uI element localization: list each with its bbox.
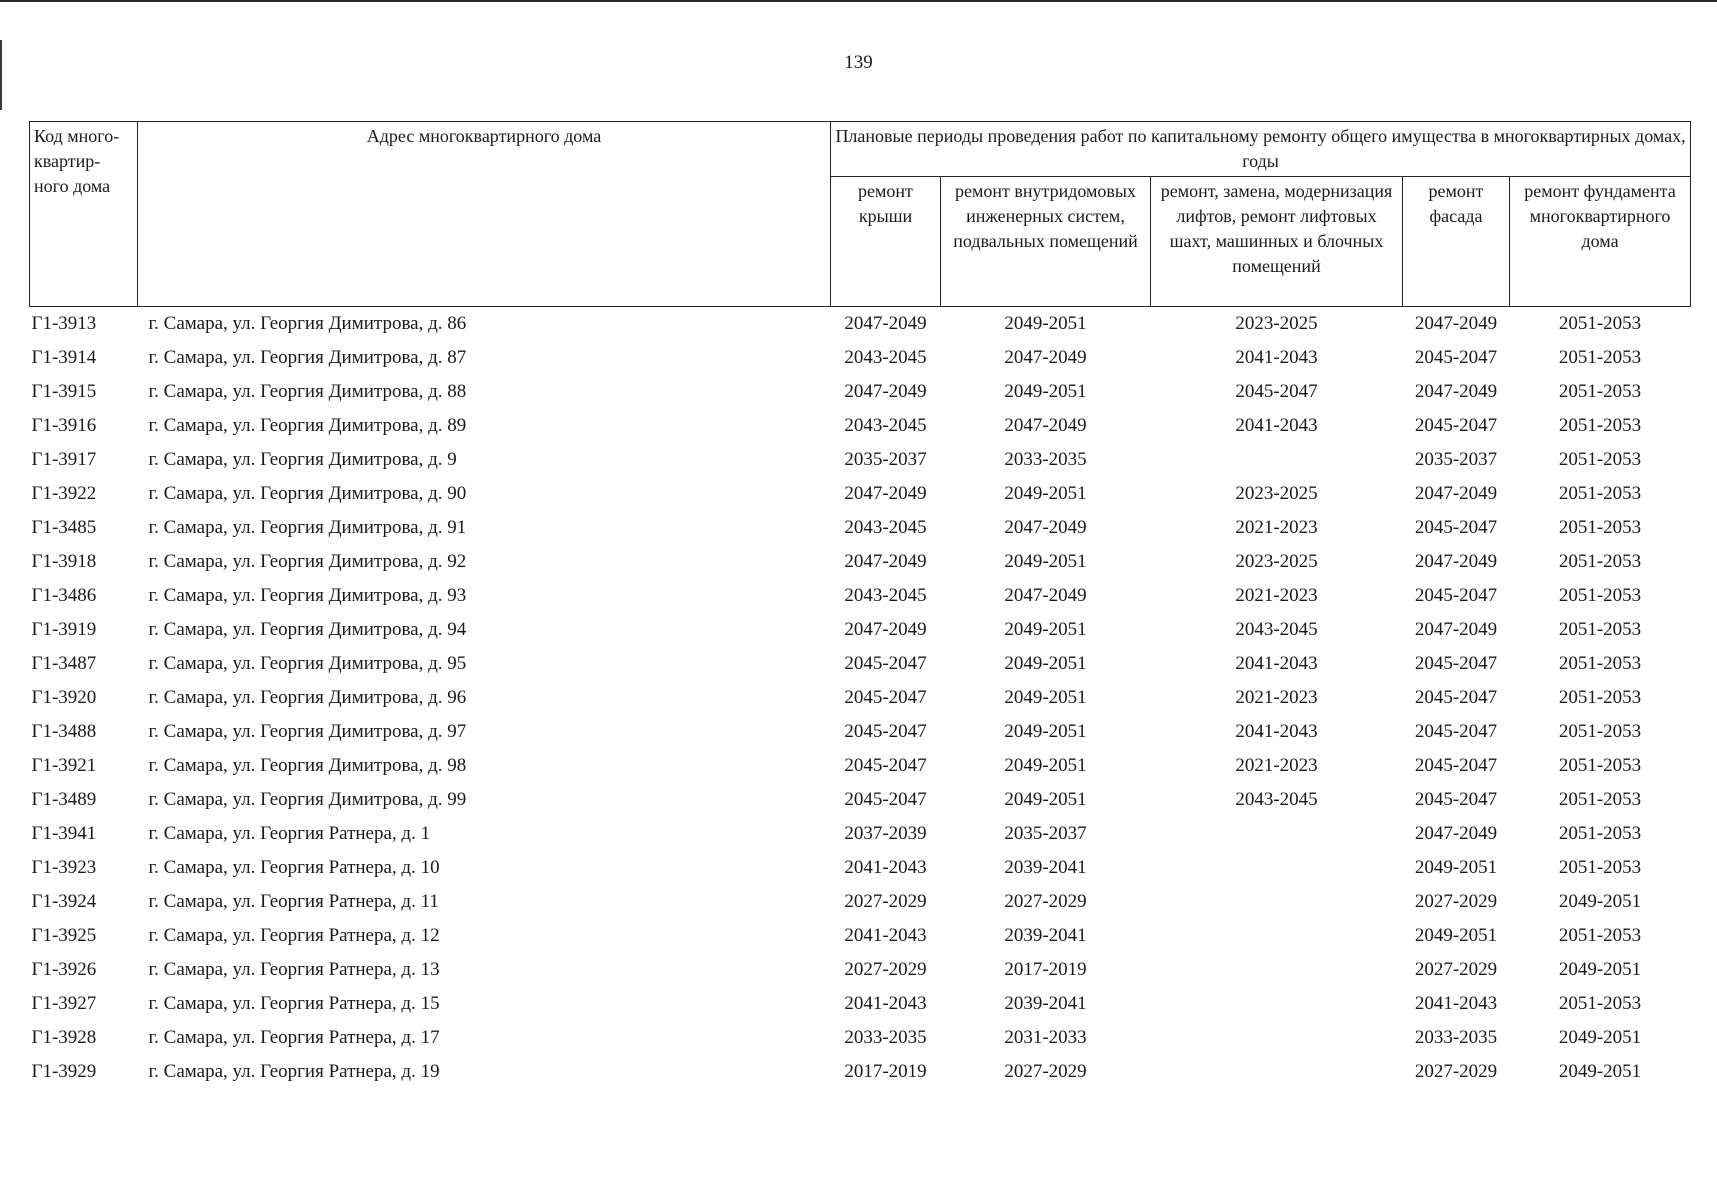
header-systems: ремонт внутридомовых инженерных систем, подвальных помещений	[941, 177, 1151, 307]
cell-facade: 2045-2047	[1414, 721, 1498, 742]
cell-address: г. Самара, ул. Георгия Ратнера, д. 11	[148, 891, 439, 912]
cell-roof: 2045-2047	[844, 653, 927, 674]
cell-facade: 2047-2049	[1414, 483, 1498, 504]
cell-roof: 2043-2045	[844, 347, 927, 368]
cell-lifts: 2023-2025	[1235, 551, 1318, 572]
cell-roof: 2027-2029	[844, 959, 927, 980]
cell-foundation: 2051-2053	[1558, 789, 1642, 810]
cell-facade: 2045-2047	[1414, 347, 1498, 368]
cell-roof: 2043-2045	[844, 517, 927, 538]
table-row	[30, 511, 1691, 545]
table-row	[30, 307, 1691, 342]
cell-code: Г1-3917	[31, 449, 97, 470]
cell-lifts: 2041-2043	[1235, 653, 1318, 674]
cell-foundation: 2051-2053	[1558, 313, 1642, 334]
cell-facade: 2047-2049	[1414, 313, 1498, 334]
cell-facade: 2045-2047	[1414, 687, 1498, 708]
scan-edge-left	[0, 40, 2, 110]
scan-edge-top	[0, 0, 1717, 2]
cell-roof: 2043-2045	[844, 415, 927, 436]
header-code: Код много-квартир-ного дома	[30, 122, 138, 307]
cell-address: г. Самара, ул. Георгия Димитрова, д. 92	[148, 551, 467, 572]
cell-code: Г1-3927	[31, 993, 97, 1014]
cell-code: Г1-3916	[31, 415, 97, 436]
cell-code: Г1-3922	[31, 483, 97, 504]
table-row	[30, 783, 1691, 817]
capital-repair-schedule-table	[29, 121, 1691, 1089]
cell-roof: 2017-2019	[844, 1061, 927, 1082]
cell-address: г. Самара, ул. Георгия Димитрова, д. 98	[148, 755, 467, 776]
table-row	[30, 613, 1691, 647]
table-row	[30, 953, 1691, 987]
cell-systems: 2031-2033	[1004, 1027, 1087, 1048]
cell-code: Г1-3923	[31, 857, 97, 878]
cell-address: г. Самара, ул. Георгия Димитрова, д. 87	[148, 347, 467, 368]
cell-address: г. Самара, ул. Георгия Димитрова, д. 89	[148, 415, 467, 436]
cell-roof: 2047-2049	[844, 381, 927, 402]
cell-systems: 2049-2051	[1004, 381, 1087, 402]
schedule-table-wrap	[29, 121, 1690, 1089]
cell-facade: 2045-2047	[1414, 585, 1498, 606]
cell-code: Г1-3941	[31, 823, 97, 844]
cell-address: г. Самара, ул. Георгия Димитрова, д. 9	[148, 449, 457, 470]
cell-lifts: 2023-2025	[1235, 313, 1318, 334]
cell-facade: 2035-2037	[1414, 449, 1498, 470]
cell-code: Г1-3488	[31, 721, 97, 742]
cell-lifts: 2041-2043	[1235, 721, 1318, 742]
cell-facade: 2049-2051	[1414, 925, 1498, 946]
cell-facade: 2047-2049	[1414, 823, 1498, 844]
cell-code: Г1-3928	[31, 1027, 97, 1048]
header-planned-periods: Плановые периоды проведения работ по капитальному ремонту общего имущества в многоквартирных домах, годы	[831, 122, 1691, 177]
cell-foundation: 2051-2053	[1558, 619, 1642, 640]
table-row	[30, 817, 1691, 851]
table-row	[30, 579, 1691, 613]
cell-foundation: 2049-2051	[1558, 891, 1642, 912]
cell-address: г. Самара, ул. Георгия Димитрова, д. 99	[148, 789, 467, 810]
cell-foundation: 2049-2051	[1558, 1027, 1642, 1048]
table-header	[30, 122, 1691, 307]
cell-lifts: 2021-2023	[1235, 517, 1318, 538]
cell-foundation: 2051-2053	[1558, 993, 1642, 1014]
cell-lifts: 2043-2045	[1235, 619, 1318, 640]
cell-roof: 2047-2049	[844, 619, 927, 640]
cell-foundation: 2051-2053	[1558, 857, 1642, 878]
cell-systems: 2027-2029	[1004, 1061, 1087, 1082]
cell-systems: 2039-2041	[1004, 925, 1087, 946]
cell-systems: 2035-2037	[1004, 823, 1087, 844]
cell-facade: 2045-2047	[1414, 517, 1498, 538]
header-facade: ремонт фасада	[1403, 177, 1510, 307]
table-row	[30, 1055, 1691, 1089]
cell-code: Г1-3929	[31, 1061, 97, 1082]
cell-roof: 2041-2043	[844, 857, 927, 878]
cell-systems: 2047-2049	[1004, 517, 1087, 538]
cell-code: Г1-3915	[31, 381, 97, 402]
cell-systems: 2049-2051	[1004, 755, 1087, 776]
cell-lifts	[1151, 1055, 1403, 1089]
cell-lifts	[1151, 919, 1403, 953]
cell-lifts	[1151, 443, 1403, 477]
cell-facade: 2047-2049	[1414, 551, 1498, 572]
table-row	[30, 681, 1691, 715]
cell-foundation: 2051-2053	[1558, 449, 1642, 470]
cell-systems: 2039-2041	[1004, 993, 1087, 1014]
cell-code: Г1-3924	[31, 891, 97, 912]
table-row	[30, 647, 1691, 681]
cell-code: Г1-3487	[31, 653, 97, 674]
cell-code: Г1-3489	[31, 789, 97, 810]
cell-facade: 2027-2029	[1414, 959, 1498, 980]
cell-facade: 2045-2047	[1414, 415, 1498, 436]
cell-systems: 2017-2019	[1004, 959, 1087, 980]
header-address: Адрес многоквартирного дома	[138, 122, 831, 307]
cell-facade: 2045-2047	[1414, 653, 1498, 674]
cell-address: г. Самара, ул. Георгия Димитрова, д. 93	[148, 585, 467, 606]
cell-foundation: 2051-2053	[1558, 415, 1642, 436]
cell-systems: 2049-2051	[1004, 653, 1087, 674]
cell-roof: 2045-2047	[844, 789, 927, 810]
cell-facade: 2033-2035	[1414, 1027, 1498, 1048]
cell-code: Г1-3919	[31, 619, 97, 640]
cell-code: Г1-3486	[31, 585, 97, 606]
cell-foundation: 2049-2051	[1558, 1061, 1642, 1082]
cell-lifts: 2045-2047	[1235, 381, 1318, 402]
cell-roof: 2035-2037	[844, 449, 927, 470]
cell-address: г. Самара, ул. Георгия Ратнера, д. 17	[148, 1027, 440, 1048]
header-foundation: ремонт фундамента многоквартирного дома	[1510, 177, 1691, 307]
cell-code: Г1-3918	[31, 551, 97, 572]
cell-foundation: 2051-2053	[1558, 381, 1642, 402]
cell-code: Г1-3485	[31, 517, 97, 538]
cell-address: г. Самара, ул. Георгия Димитрова, д. 96	[148, 687, 467, 708]
cell-foundation: 2051-2053	[1558, 517, 1642, 538]
table-body	[30, 307, 1691, 1090]
cell-systems: 2047-2049	[1004, 415, 1087, 436]
cell-facade: 2049-2051	[1414, 857, 1498, 878]
cell-lifts	[1151, 1021, 1403, 1055]
cell-systems: 2049-2051	[1004, 551, 1087, 572]
cell-roof: 2045-2047	[844, 687, 927, 708]
cell-code: Г1-3914	[31, 347, 97, 368]
cell-systems: 2049-2051	[1004, 483, 1087, 504]
cell-facade: 2045-2047	[1414, 789, 1498, 810]
cell-address: г. Самара, ул. Георгия Димитрова, д. 97	[148, 721, 467, 742]
cell-foundation: 2051-2053	[1558, 653, 1642, 674]
table-row	[30, 987, 1691, 1021]
cell-roof: 2045-2047	[844, 721, 927, 742]
cell-foundation: 2051-2053	[1558, 585, 1642, 606]
cell-systems: 2047-2049	[1004, 347, 1087, 368]
cell-roof: 2047-2049	[844, 313, 927, 334]
cell-code: Г1-3913	[31, 313, 97, 334]
cell-lifts: 2021-2023	[1235, 687, 1318, 708]
table-row	[30, 477, 1691, 511]
cell-lifts	[1151, 851, 1403, 885]
cell-roof: 2041-2043	[844, 925, 927, 946]
cell-systems: 2049-2051	[1004, 313, 1087, 334]
cell-roof: 2027-2029	[844, 891, 927, 912]
table-row	[30, 749, 1691, 783]
cell-lifts	[1151, 885, 1403, 919]
cell-foundation: 2049-2051	[1558, 959, 1642, 980]
cell-address: г. Самара, ул. Георгия Димитрова, д. 95	[148, 653, 467, 674]
cell-lifts: 2041-2043	[1235, 347, 1318, 368]
cell-facade: 2027-2029	[1414, 1061, 1498, 1082]
cell-facade: 2047-2049	[1414, 619, 1498, 640]
cell-foundation: 2051-2053	[1558, 687, 1642, 708]
cell-roof: 2047-2049	[844, 483, 927, 504]
table-row	[30, 341, 1691, 375]
cell-address: г. Самара, ул. Георгия Ратнера, д. 15	[148, 993, 440, 1014]
cell-foundation: 2051-2053	[1558, 347, 1642, 368]
cell-roof: 2033-2035	[844, 1027, 927, 1048]
cell-systems: 2027-2029	[1004, 891, 1087, 912]
cell-lifts	[1151, 817, 1403, 851]
cell-systems: 2049-2051	[1004, 721, 1087, 742]
cell-lifts	[1151, 987, 1403, 1021]
cell-foundation: 2051-2053	[1558, 823, 1642, 844]
cell-address: г. Самара, ул. Георгия Ратнера, д. 13	[148, 959, 440, 980]
cell-roof: 2041-2043	[844, 993, 927, 1014]
cell-roof: 2043-2045	[844, 585, 927, 606]
table-row	[30, 919, 1691, 953]
cell-roof: 2045-2047	[844, 755, 927, 776]
cell-systems: 2039-2041	[1004, 857, 1087, 878]
cell-facade: 2047-2049	[1414, 381, 1498, 402]
table-row	[30, 545, 1691, 579]
cell-foundation: 2051-2053	[1558, 925, 1642, 946]
cell-roof: 2037-2039	[844, 823, 927, 844]
cell-address: г. Самара, ул. Георгия Ратнера, д. 12	[148, 925, 440, 946]
cell-foundation: 2051-2053	[1558, 551, 1642, 572]
header-lifts: ремонт, замена, модернизация лифтов, ремонт лифтовых шахт, машинных и блочных помещений	[1151, 177, 1403, 307]
cell-address: г. Самара, ул. Георгия Димитрова, д. 90	[148, 483, 467, 504]
cell-foundation: 2051-2053	[1558, 721, 1642, 742]
cell-facade: 2027-2029	[1414, 891, 1498, 912]
table-row	[30, 851, 1691, 885]
cell-code: Г1-3926	[31, 959, 97, 980]
cell-systems: 2049-2051	[1004, 789, 1087, 810]
cell-facade: 2041-2043	[1414, 993, 1498, 1014]
cell-code: Г1-3920	[31, 687, 97, 708]
cell-roof: 2047-2049	[844, 551, 927, 572]
cell-foundation: 2051-2053	[1558, 483, 1642, 504]
cell-address: г. Самара, ул. Георгия Ратнера, д. 19	[148, 1061, 440, 1082]
cell-lifts: 2041-2043	[1235, 415, 1318, 436]
header-roof: ремонт крыши	[831, 177, 941, 307]
table-row	[30, 715, 1691, 749]
cell-address: г. Самара, ул. Георгия Димитрова, д. 91	[148, 517, 467, 538]
cell-systems: 2049-2051	[1004, 687, 1087, 708]
cell-address: г. Самара, ул. Георгия Димитрова, д. 88	[148, 381, 467, 402]
cell-code: Г1-3925	[31, 925, 97, 946]
cell-lifts	[1151, 953, 1403, 987]
cell-lifts: 2021-2023	[1235, 585, 1318, 606]
cell-address: г. Самара, ул. Георгия Димитрова, д. 86	[148, 313, 467, 334]
table-row	[30, 443, 1691, 477]
page-number: 139	[844, 52, 873, 73]
cell-systems: 2047-2049	[1004, 585, 1087, 606]
cell-systems: 2033-2035	[1004, 449, 1087, 470]
cell-address: г. Самара, ул. Георгия Ратнера, д. 10	[148, 857, 440, 878]
cell-address: г. Самара, ул. Георгия Ратнера, д. 1	[148, 823, 431, 844]
cell-address: г. Самара, ул. Георгия Димитрова, д. 94	[148, 619, 467, 640]
table-row	[30, 1021, 1691, 1055]
table-row	[30, 409, 1691, 443]
cell-lifts: 2021-2023	[1235, 755, 1318, 776]
cell-code: Г1-3921	[31, 755, 97, 776]
cell-systems: 2049-2051	[1004, 619, 1087, 640]
cell-lifts: 2023-2025	[1235, 483, 1318, 504]
cell-lifts: 2043-2045	[1235, 789, 1318, 810]
cell-foundation: 2051-2053	[1558, 755, 1642, 776]
table-row	[30, 375, 1691, 409]
table-row	[30, 885, 1691, 919]
cell-facade: 2045-2047	[1414, 755, 1498, 776]
